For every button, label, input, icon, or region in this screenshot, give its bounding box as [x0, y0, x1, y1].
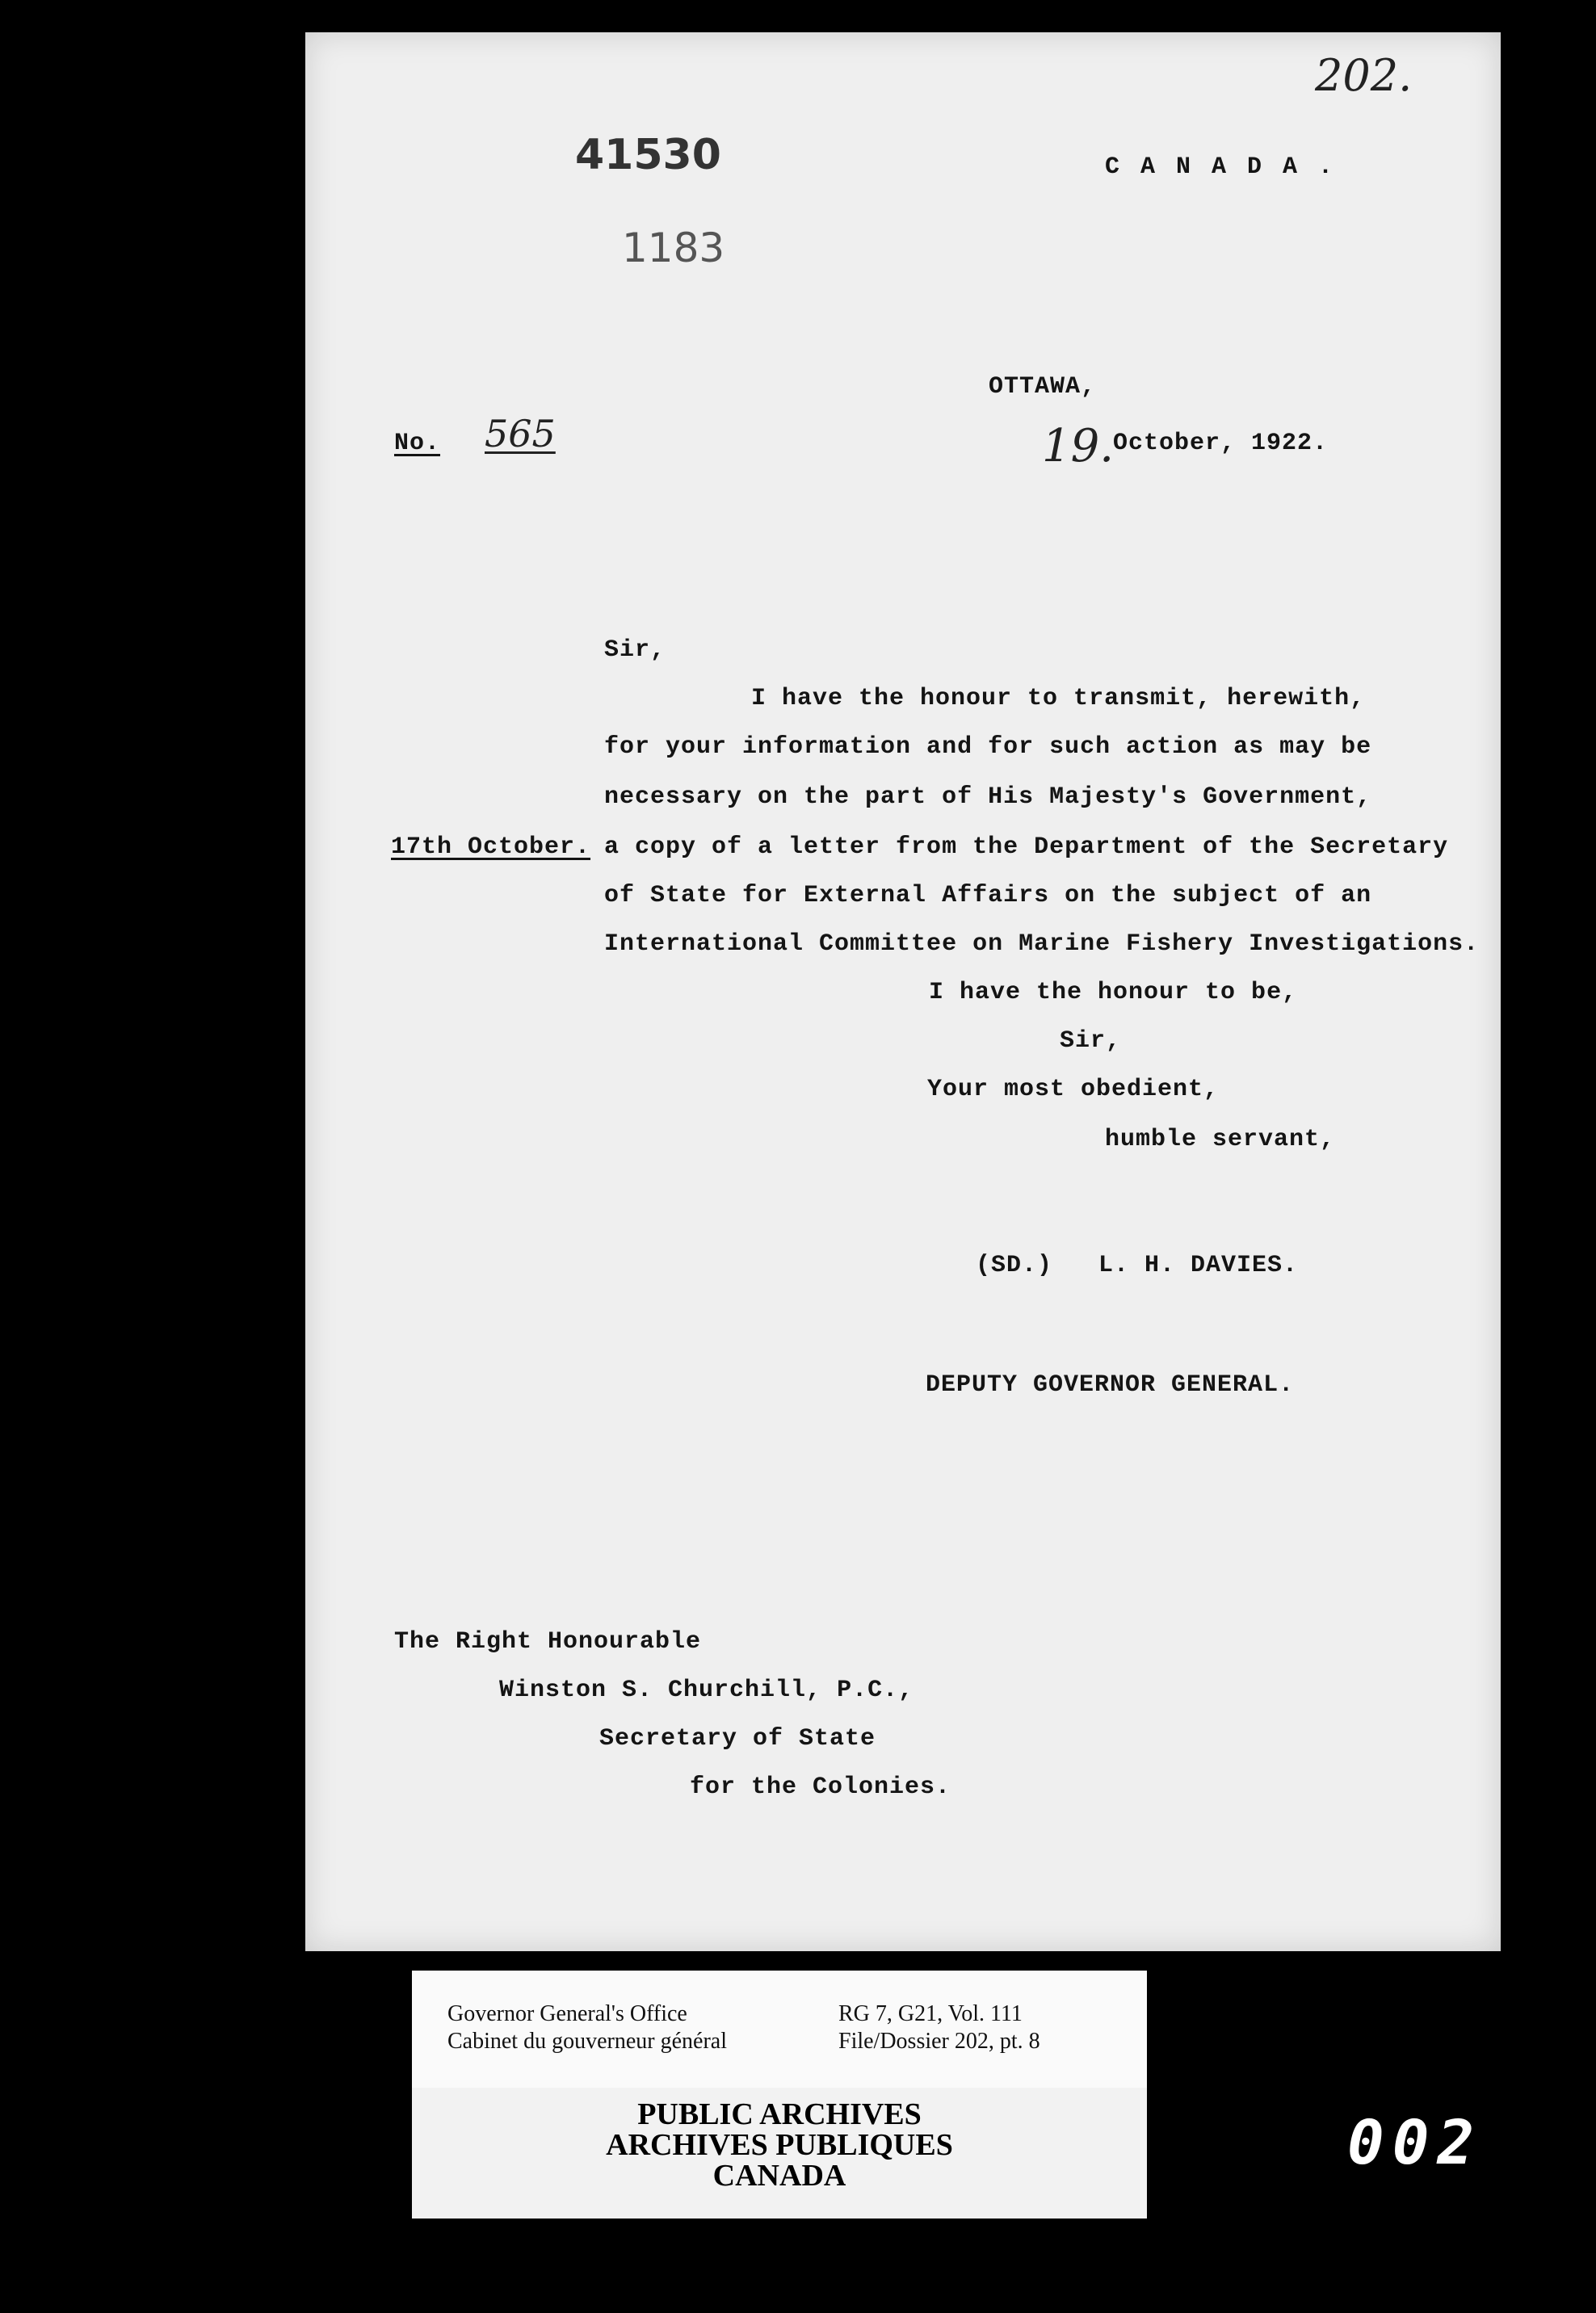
addressee-line: The Right Honourable	[394, 1628, 702, 1656]
record-group-reference: RG 7, G21, Vol. 111	[838, 2001, 1023, 2026]
addressee-line: Winston S. Churchill, P.C.,	[499, 1677, 914, 1704]
margin-note: 17th October.	[391, 833, 591, 861]
document-page	[305, 32, 1501, 1951]
body-line: of State for External Affairs on the subject of an	[604, 882, 1372, 909]
body-line: a copy of a letter from the Department of the Secretary	[604, 833, 1449, 861]
archives-country: CANADA	[712, 2159, 846, 2193]
place: OTTAWA,	[989, 373, 1097, 401]
signatory-title: DEPUTY GOVERNOR GENERAL.	[926, 1371, 1295, 1399]
salutation: Sir,	[604, 636, 666, 664]
date-day-handwritten: 19.	[1042, 420, 1115, 472]
addressee-line: for the Colonies.	[690, 1774, 951, 1801]
closing-line: I have the honour to be,	[929, 979, 1298, 1006]
body-line: International Committee on Marine Fishery Investigations.	[604, 930, 1480, 958]
archive-reference-label	[412, 1971, 1147, 2088]
addressee-line: Secretary of State	[599, 1725, 876, 1753]
file-number-stamp: 41530	[575, 131, 721, 179]
register-number-stamp: 1183	[622, 225, 725, 271]
closing-line: humble servant,	[1105, 1126, 1336, 1153]
closing-line: Your most obedient,	[927, 1076, 1220, 1103]
closing-line: Sir,	[1060, 1027, 1122, 1055]
country-heading: C A N A D A .	[1105, 153, 1337, 181]
body-line: for your information and for such action as may be	[604, 733, 1372, 761]
letter-number-value: 565	[485, 412, 556, 455]
archives-english: PUBLIC ARCHIVES	[637, 2097, 922, 2131]
signature: (SD.) L. H. DAVIES.	[976, 1252, 1299, 1279]
letter-date: October, 1922.	[1113, 430, 1329, 457]
archives-french: ARCHIVES PUBLIQUES	[606, 2128, 953, 2162]
office-french: Cabinet du gouverneur général	[447, 2029, 727, 2054]
frame-number: 002	[1347, 2106, 1483, 2178]
handwritten-page-number: 202.	[1315, 50, 1413, 101]
letter-number-label: No.	[394, 430, 441, 457]
office-english: Governor General's Office	[447, 2001, 687, 2026]
body-line: necessary on the part of His Majesty's Government,	[604, 783, 1372, 811]
file-reference: File/Dossier 202, pt. 8	[838, 2029, 1040, 2054]
body-line: I have the honour to transmit, herewith,	[751, 685, 1366, 712]
public-archives-label	[412, 2088, 1147, 2219]
